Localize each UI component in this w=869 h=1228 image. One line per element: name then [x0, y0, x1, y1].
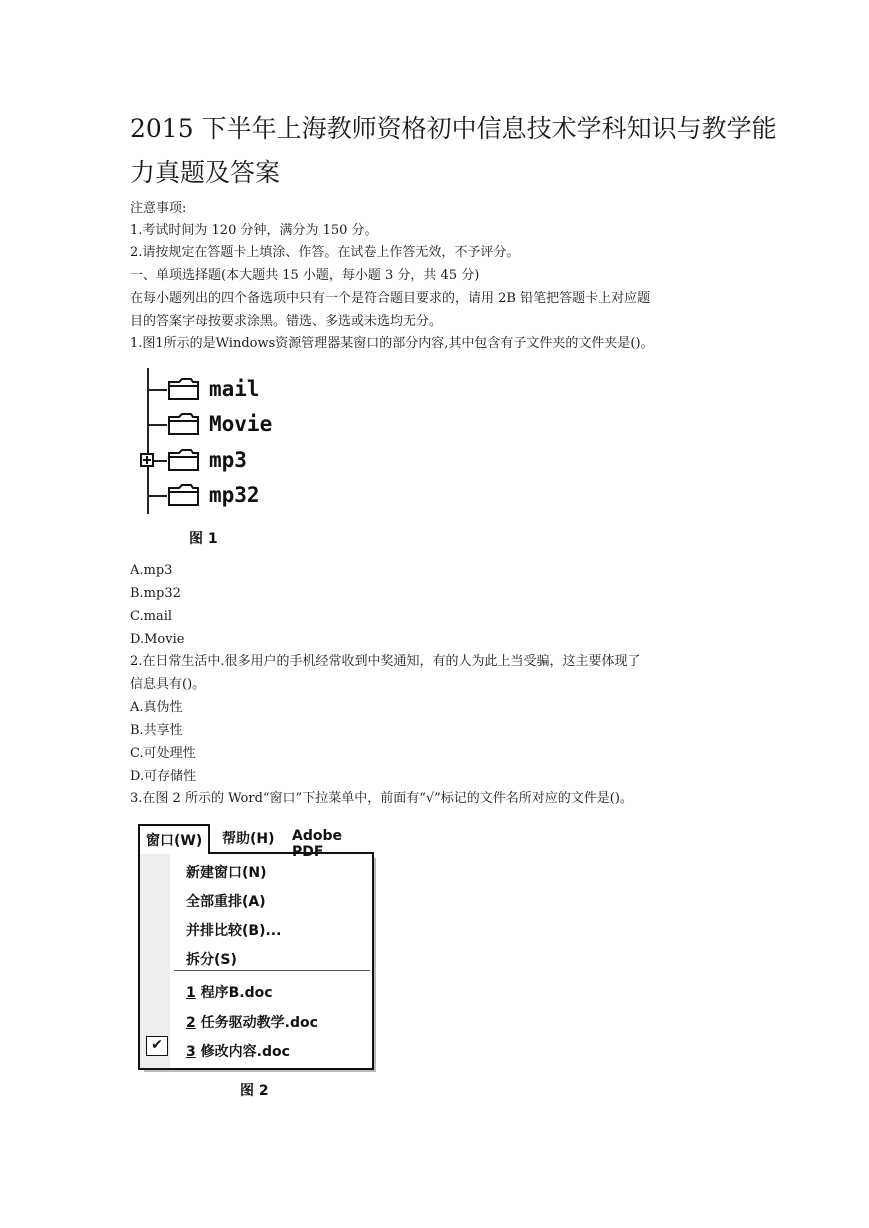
menu-adobe-pdf[interactable]: Adobe PDF [292, 828, 342, 860]
folder-name-mail: mail [209, 377, 260, 401]
q2-option-d: D.可存储性 [130, 769, 197, 784]
menu-item-compare-side-by-side[interactable]: 并排比较(B)... [186, 923, 282, 939]
expand-plus-icon[interactable] [140, 453, 154, 467]
question-2-line-1: 2.在日常生活中.很多用户的手机经常收到中奖通知，有的人为此上当受骗，这主要体现了 [130, 654, 641, 669]
q2-option-b: B.共享性 [130, 723, 183, 738]
menu-item-arrange-all[interactable]: 全部重排(A) [186, 894, 266, 910]
menu-item-recent-file-2[interactable] [186, 1012, 318, 1032]
menu-bar [136, 822, 376, 860]
page-title-line-1: 2015 下半年上海教师资格初中信息技术学科知识与教学能 [130, 114, 777, 143]
folder-icon [167, 412, 201, 436]
section-instruction-line-1: 在每小题列出的四个备选项中只有一个是符合题目要求的，请用 2B 铅笔把答题卡上对应题 [130, 291, 651, 306]
recent-file-name: 程序B.doc [200, 985, 273, 1001]
q1-option-c: C.mail [130, 609, 173, 624]
figure-2-window-menu [136, 822, 376, 1102]
folder-name-movie: Movie [209, 412, 273, 436]
q1-option-d: D.Movie [130, 632, 185, 647]
notice-item-1: 1.考试时间为 120 分钟，满分为 150 分。 [130, 223, 378, 238]
folder-name-mp3: mp3 [209, 448, 247, 472]
menu-window[interactable]: 窗口(W) [138, 824, 210, 854]
q1-option-b: B.mp32 [130, 586, 181, 601]
tree-branch [147, 424, 167, 426]
dropdown-menu [138, 852, 374, 1070]
checkmark-icon: ✔ [146, 1036, 168, 1056]
tree-row-movie [133, 409, 293, 439]
figure-2-caption: 图 2 [240, 1083, 269, 1099]
tree-row-mail [133, 374, 293, 404]
menu-item-recent-file-3[interactable] [186, 1041, 290, 1061]
q2-option-c: C.可处理性 [130, 746, 196, 761]
recent-file-name: 修改内容.doc [200, 1044, 290, 1060]
folder-icon [167, 483, 201, 507]
tree-row-mp3 [133, 445, 293, 475]
menu-item-new-window[interactable]: 新建窗口(N) [186, 865, 267, 881]
recent-file-number: 3 [186, 1044, 196, 1060]
recent-file-number: 1 [186, 985, 196, 1001]
question-1: 1.图1所示的是Windows资源管理器某窗口的部分内容,其中包含有子文件夹的文件夹是()。 [130, 336, 654, 351]
folder-icon [167, 448, 201, 472]
section-heading: 一、单项选择题(本大题共 15 小题，每小题 3 分，共 45 分) [130, 268, 480, 283]
tree-row-mp32 [133, 480, 293, 510]
figure-1-folder-tree [133, 368, 293, 553]
page-title-line-2: 力真题及答案 [130, 158, 281, 187]
figure-1-caption: 图 1 [189, 531, 218, 547]
menu-item-recent-file-1[interactable] [186, 982, 273, 1002]
notice-heading: 注意事项: [130, 201, 187, 216]
menu-separator [174, 970, 370, 971]
section-instruction-line-2: 目的答案字母按要求涂黑。错选、多选或未选均无分。 [130, 314, 443, 329]
menu-help[interactable]: 帮助(H) [222, 831, 275, 847]
question-2-line-2: 信息具有()。 [130, 677, 206, 692]
tree-branch [147, 389, 167, 391]
q2-option-a: A.真伪性 [130, 700, 183, 715]
folder-name-mp32: mp32 [209, 483, 260, 507]
menu-item-split[interactable]: 拆分(S) [186, 952, 237, 968]
question-3: 3.在图 2 所示的 Word“窗口”下拉菜单中，前面有“√”标记的文件名所对应的文件是()。 [130, 791, 633, 806]
recent-file-number: 2 [186, 1015, 196, 1031]
tree-branch [147, 495, 167, 497]
folder-icon [167, 377, 201, 401]
q1-option-a: A.mp3 [130, 563, 173, 578]
notice-item-2: 2.请按规定在答题卡上填涂、作答。在试卷上作答无效，不予评分。 [130, 245, 520, 260]
recent-file-name: 任务驱动教学.doc [200, 1015, 318, 1031]
